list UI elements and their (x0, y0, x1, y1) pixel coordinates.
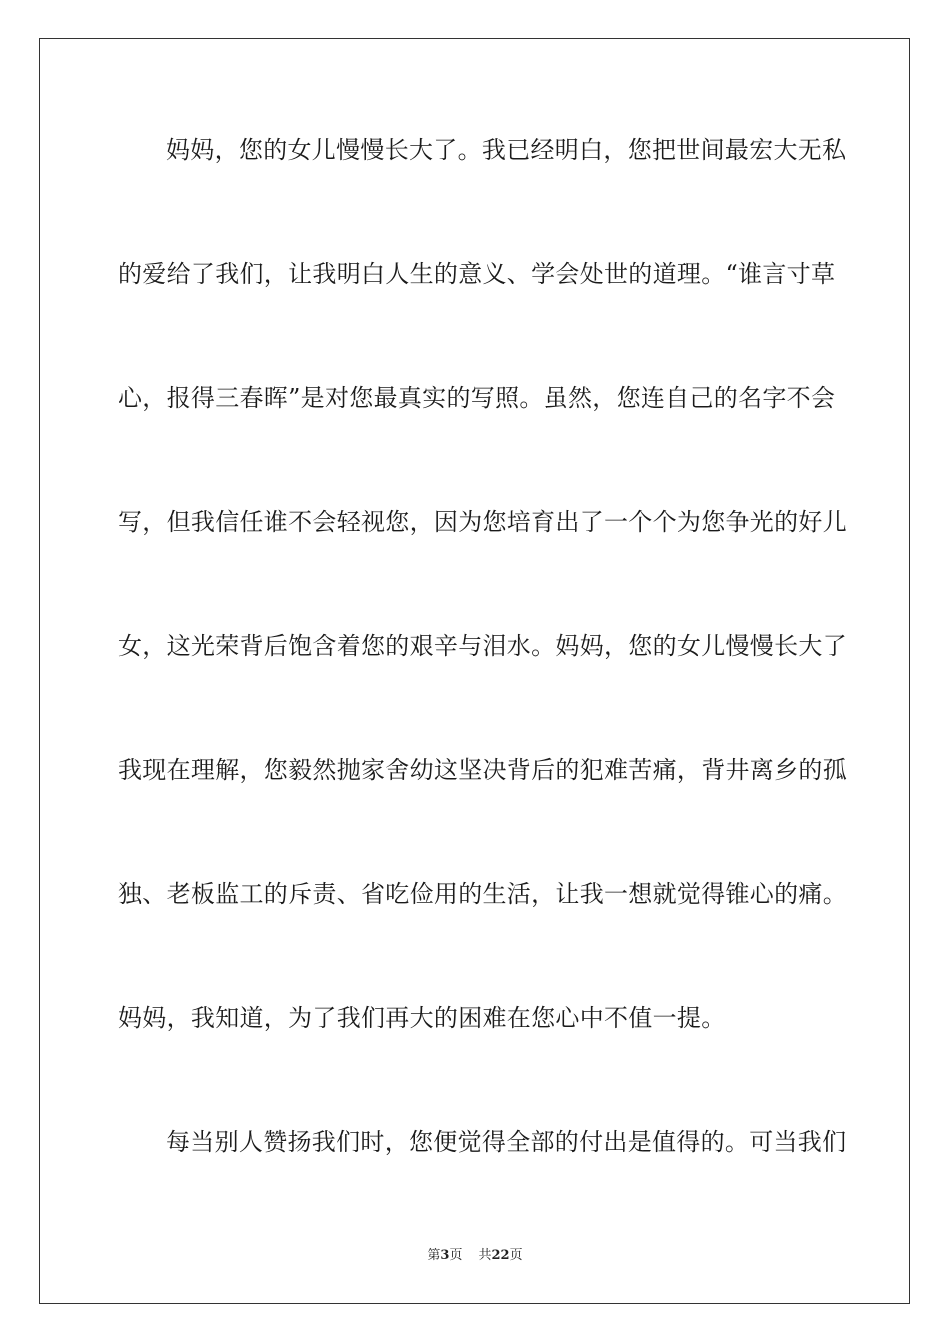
paragraph-1-line-1: 妈妈，您的女儿慢慢长大了。我已经明白，您把世间最宏大无私 (166, 136, 847, 164)
page-label-suffix: 页 (449, 1248, 463, 1263)
paragraph-2-line-1: 每当别人赞扬我们时，您便觉得全部的付出是值得的。可当我们 (166, 1128, 847, 1156)
paragraph-1-line-7: 独、老板监工的斥责、省吃俭用的生活，让我一想就觉得锥心的痛。 (118, 880, 847, 908)
page-label-prefix: 第 (427, 1248, 441, 1263)
paragraph-1-line-6: 我现在理解，您毅然抛家舍幼这坚决背后的犯难苦痛，背井离乡的孤 (118, 756, 847, 784)
total-label-suffix: 页 (509, 1248, 523, 1263)
total-label-prefix: 共 (478, 1248, 492, 1263)
paragraph-1-line-3: 心，报得三春晖”是对您最真实的写照。虽然，您连自己的名字不会 (118, 384, 836, 412)
total-pages-number: 22 (491, 1248, 510, 1263)
paragraph-1-line-2: 的爱给了我们，让我明白人生的意义、学会处世的道理。“谁言寸草 (118, 260, 836, 288)
page-border (39, 38, 910, 1304)
paragraph-1-line-4: 写，但我信任谁不会轻视您，因为您培育出了一个个为您争光的好儿 (118, 508, 847, 536)
paragraph-1-line-5: 女，这光荣背后饱含着您的艰辛与泪水。妈妈，您的女儿慢慢长大了 (118, 632, 847, 660)
paragraph-1-line-8: 妈妈，我知道，为了我们再大的困难在您心中不值一提。 (118, 1004, 726, 1032)
current-page-number: 3 (440, 1248, 450, 1263)
page-footer (0, 1246, 950, 1266)
